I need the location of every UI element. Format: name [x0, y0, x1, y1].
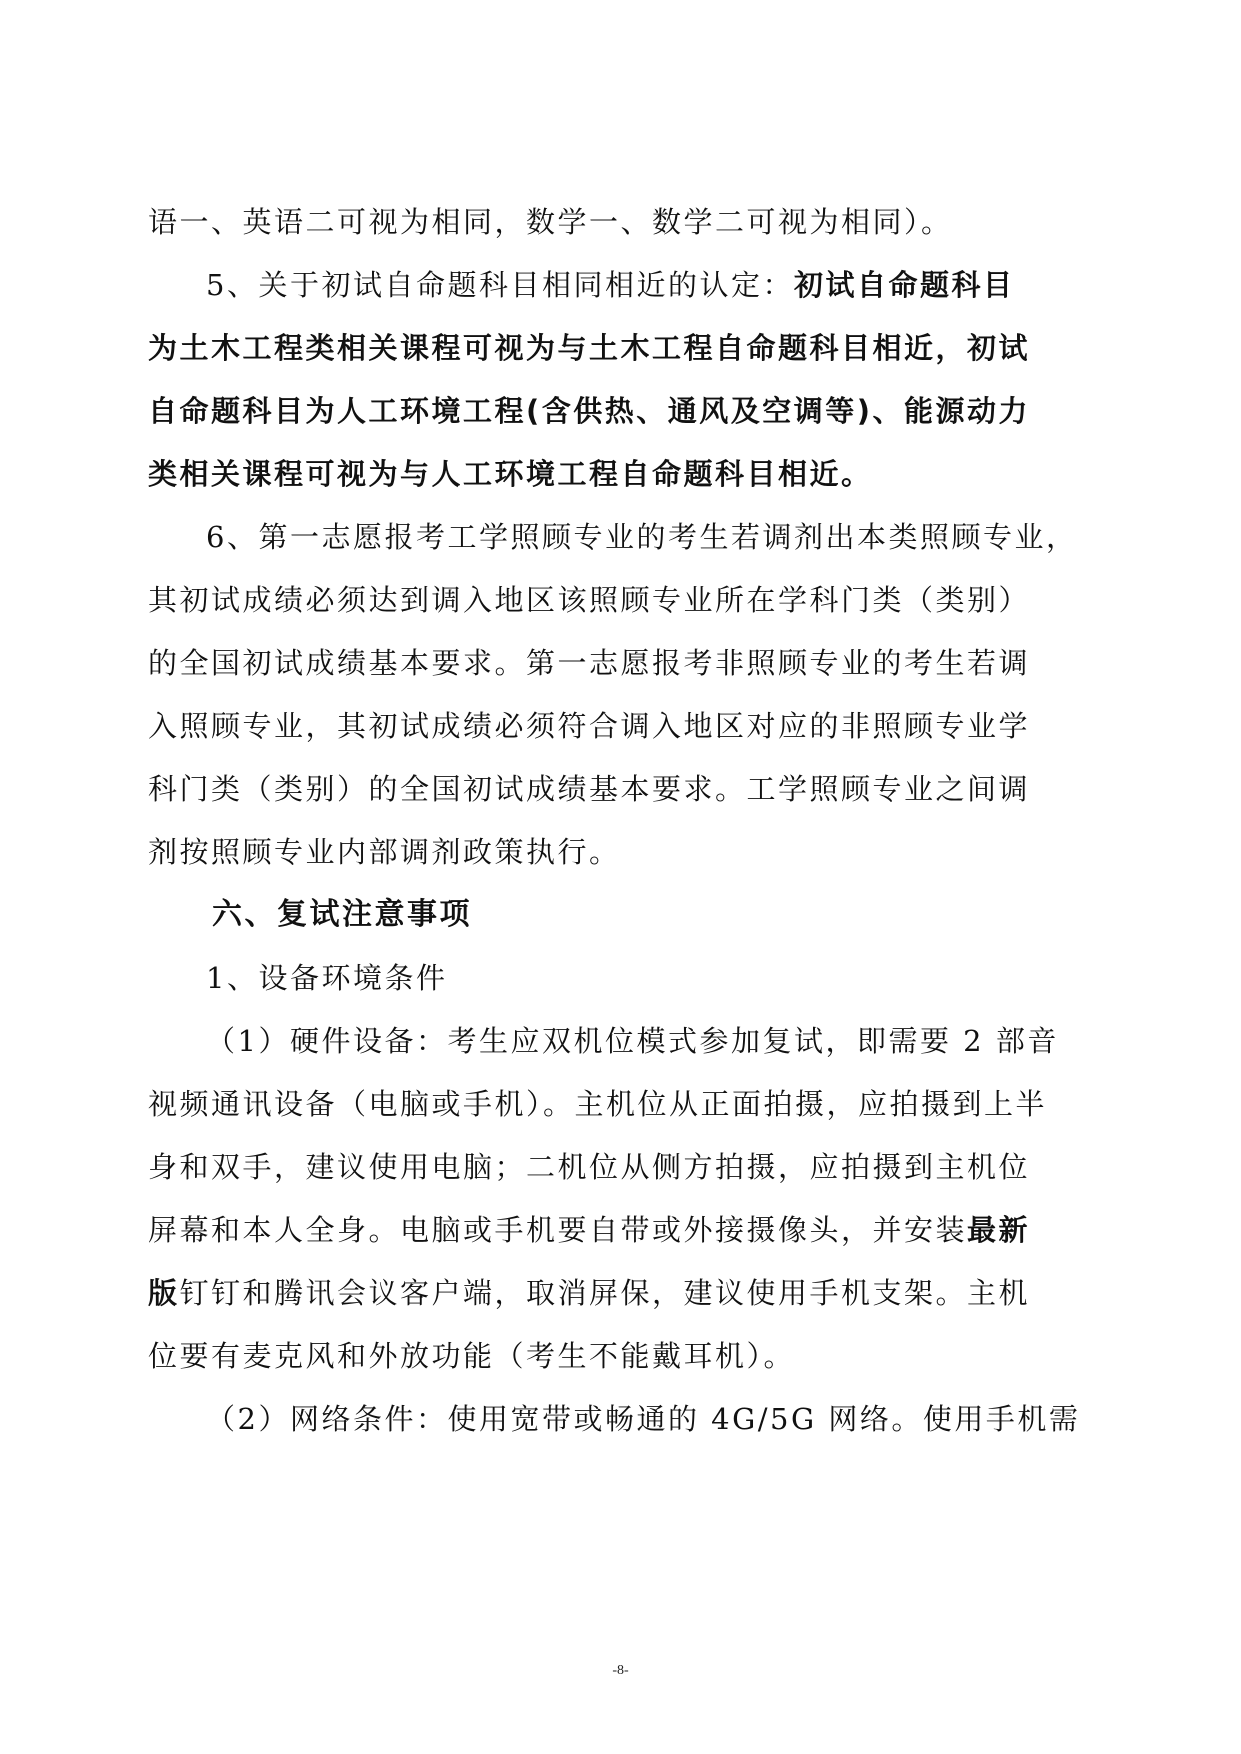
- text-line: [0, 757, 1241, 821]
- text-line: [0, 820, 1241, 884]
- section-heading-text: 六、复试注意事项: [212, 897, 472, 932]
- text-run: 其初试成绩必须达到调入地区该照顾专业所在学科门类（类别）: [148, 583, 1031, 617]
- text-run: 钉钉和腾讯会议客户端，取消屏保，建议使用手机支架。主机: [179, 1276, 1031, 1310]
- text-line: [0, 631, 1241, 695]
- bold-text-line: [0, 379, 1241, 443]
- text-line: [0, 1261, 1241, 1325]
- bold-text-run: 最新: [967, 1213, 1031, 1247]
- text-line: [0, 1198, 1241, 1262]
- text-run: 屏幕和本人全身。电脑或手机要自带或外接摄像头，并安装: [148, 1213, 968, 1247]
- text-run: 6、第一志愿报考工学照顾专业的考生若调剂出本类照顾专业，: [206, 520, 1078, 554]
- bold-text-run: 初试自命题科目: [793, 268, 1015, 302]
- subsection-title: [0, 946, 1241, 1010]
- bold-text-line: [0, 442, 1241, 506]
- text-line: [0, 1072, 1241, 1136]
- text-run: 科门类（类别）的全国初试成绩基本要求。工学照顾专业之间调: [148, 772, 1031, 806]
- text-line: [0, 568, 1241, 632]
- bold-text-run: 为土木工程类相关课程可视为与土木工程自命题科目相近，初试: [148, 331, 1031, 365]
- text-run: 入照顾专业，其初试成绩必须符合调入地区对应的非照顾专业学: [148, 709, 1031, 743]
- text-line: [0, 190, 1241, 254]
- text-line: [0, 1135, 1241, 1199]
- bold-text-run: 自命题科目为人工环境工程(含供热、通风及空调等)、能源动力: [148, 394, 1031, 428]
- text-line: [0, 253, 1241, 317]
- text-line: [0, 1009, 1241, 1073]
- text-run: 位要有麦克风和外放功能（考生不能戴耳机）。: [148, 1339, 796, 1373]
- text-run: 视频通讯设备（电脑或手机）。主机位从正面拍摄，应拍摄到上半: [148, 1087, 1048, 1121]
- bold-text-run: 类相关课程可视为与人工环境工程自命题科目相近。: [148, 457, 873, 491]
- section-heading: [0, 883, 1241, 947]
- text-line: [0, 694, 1241, 758]
- page-number: -8-: [612, 1663, 629, 1678]
- text-run: 语一、英语二可视为相同，数学一、数学二可视为相同）。: [148, 205, 953, 239]
- text-run: 5、关于初试自命题科目相同相近的认定：: [206, 268, 794, 302]
- text-line: [0, 1324, 1241, 1388]
- bold-text-line: [0, 316, 1241, 380]
- text-run: 剂按照顾专业内部调剂政策执行。: [148, 835, 621, 869]
- text-run: （1）硬件设备：考生应双机位模式参加复试，即需要 2 部音: [206, 1024, 1059, 1058]
- subsection-title-text: 1、设备环境条件: [206, 961, 448, 995]
- bold-text-run: 版: [148, 1276, 180, 1310]
- text-run: 的全国初试成绩基本要求。第一志愿报考非照顾专业的考生若调: [148, 646, 1031, 680]
- text-run: （2）网络条件：使用宽带或畅通的 4G/5G 网络。使用手机需: [206, 1402, 1081, 1436]
- text-line: [0, 1387, 1241, 1451]
- text-run: 身和双手，建议使用电脑；二机位从侧方拍摄，应拍摄到主机位: [148, 1150, 1031, 1184]
- text-line: [0, 505, 1241, 569]
